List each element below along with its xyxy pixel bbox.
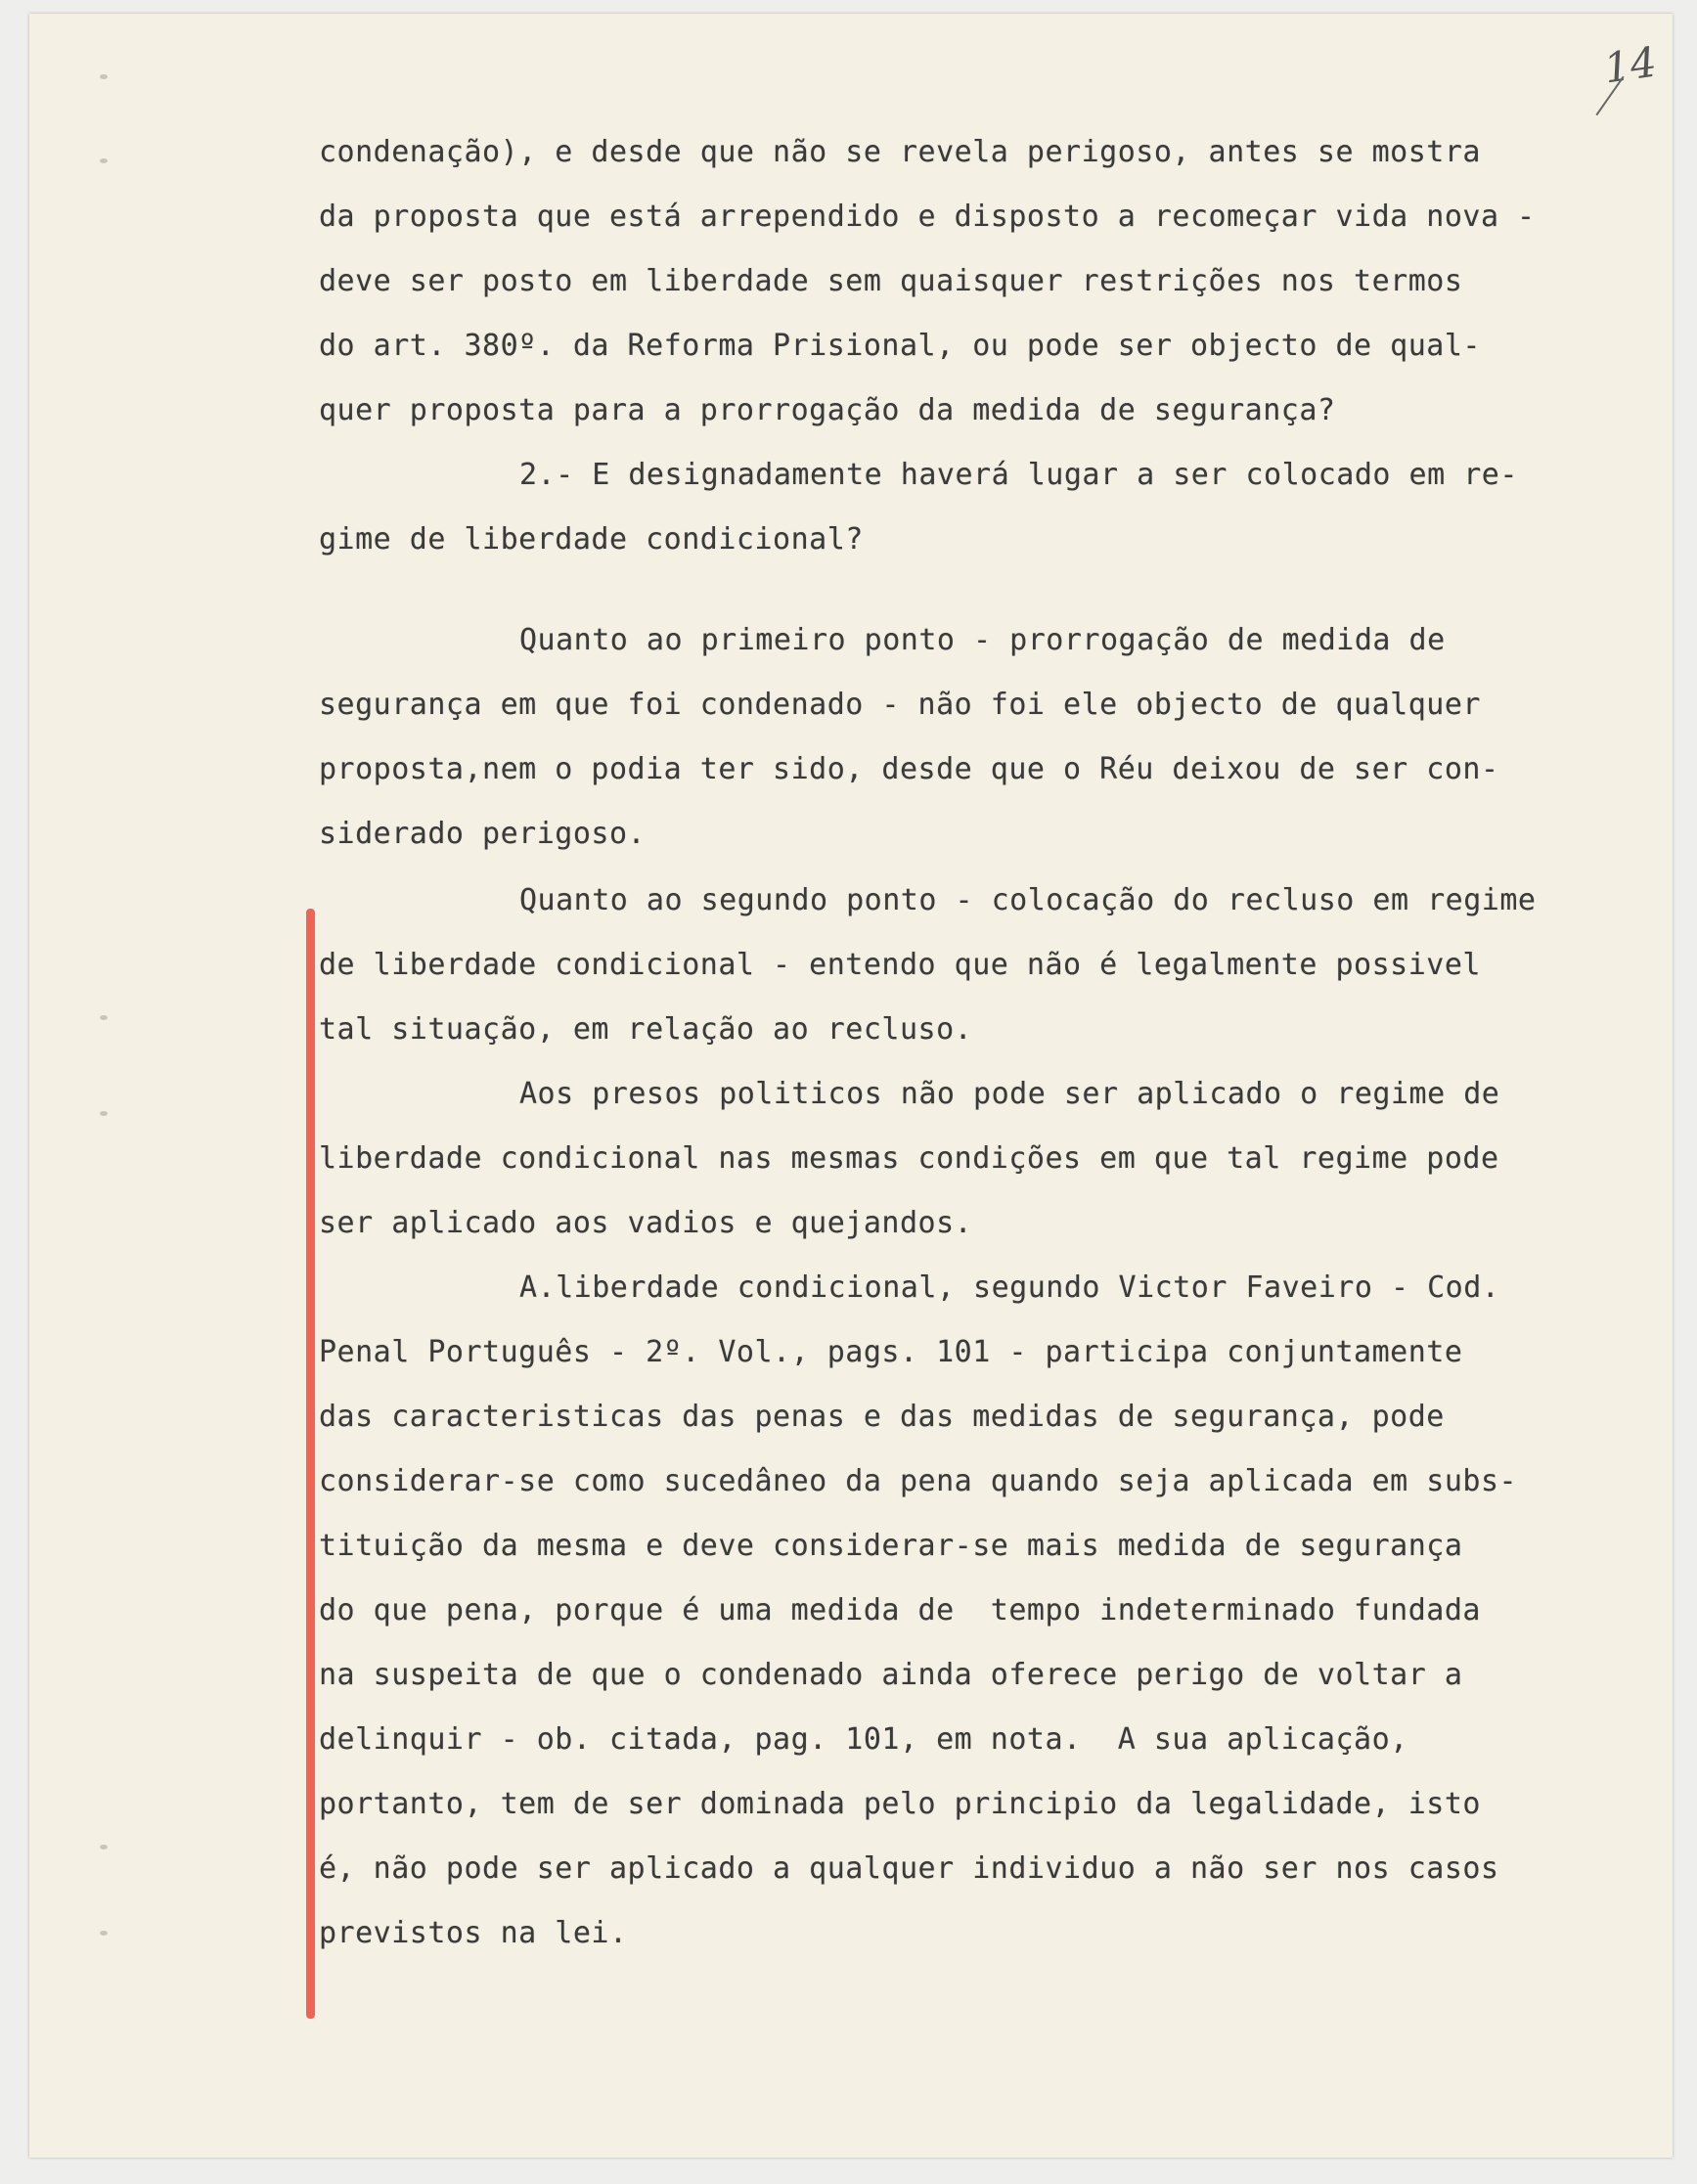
text-line: do que pena, porque é uma medida de tempo indeterminado fundada: [319, 1593, 1481, 1627]
text-line: da proposta que está arrependido e disposto a recomeçar vida nova -: [319, 200, 1536, 234]
text-line: liberdade condicional nas mesmas condições em que tal regime pode: [319, 1141, 1499, 1176]
text-line: portanto, tem de ser dominada pelo principio da legalidade, isto: [319, 1787, 1481, 1821]
text-line: tituição da mesma e deve considerar-se mais medida de segurança: [319, 1529, 1463, 1563]
text-line: das caracteristicas das penas e das medidas de segurança, pode: [319, 1400, 1445, 1434]
text-line: na suspeita de que o condenado ainda oferece perigo de voltar a: [319, 1658, 1463, 1692]
margin-mark: [100, 1111, 108, 1116]
text-line: gime de liberdade condicional?: [319, 522, 864, 557]
text-line: é, não pode ser aplicado a qualquer individuo a não ser nos casos: [319, 1851, 1499, 1886]
text-line: Aos presos politicos não pode ser aplicado o regime de: [519, 1077, 1500, 1111]
margin-mark: [100, 1015, 108, 1020]
text-line: deve ser posto em liberdade sem quaisquer restrições nos termos: [319, 264, 1463, 298]
margin-mark: [100, 74, 108, 79]
margin-mark: [100, 158, 108, 163]
text-line: Quanto ao segundo ponto - colocação do recluso em regime: [519, 883, 1537, 917]
text-line: segurança em que foi condenado - não foi ele objecto de qualquer: [319, 688, 1481, 722]
text-line: delinquir - ob. citada, pag. 101, em nota. A sua aplicação,: [319, 1722, 1408, 1757]
text-line: tal situação, em relação ao recluso.: [319, 1012, 973, 1047]
red-pencil-margin-line: [306, 909, 315, 2019]
text-line: condenação), e desde que não se revela perigoso, antes se mostra: [319, 135, 1481, 169]
text-line: de liberdade condicional - entendo que não é legalmente possivel: [319, 948, 1481, 982]
text-line: Quanto ao primeiro ponto - prorrogação de medida de: [519, 623, 1446, 657]
text-line: A.liberdade condicional, segundo Victor Faveiro - Cod.: [519, 1270, 1500, 1305]
text-line: ser aplicado aos vadios e quejandos.: [319, 1206, 973, 1240]
text-line: 2.- E designadamente haverá lugar a ser colocado em re-: [519, 458, 1518, 492]
text-line: do art. 380º. da Reforma Prisional, ou pode ser objecto de qual-: [319, 329, 1481, 363]
page-number: 14: [1600, 37, 1660, 93]
text-line: considerar-se como sucedâneo da pena quando seja aplicada em subs-: [319, 1464, 1518, 1498]
text-line: quer proposta para a prorrogação da medida de segurança?: [319, 393, 1336, 427]
margin-mark: [100, 1931, 108, 1936]
text-line: siderado perigoso.: [319, 817, 647, 851]
text-line: Penal Português - 2º. Vol., pags. 101 - participa conjuntamente: [319, 1335, 1463, 1369]
text-line: proposta,nem o podia ter sido, desde que o Réu deixou de ser con-: [319, 752, 1499, 786]
text-line: previstos na lei.: [319, 1916, 628, 1950]
margin-mark: [100, 1845, 108, 1850]
